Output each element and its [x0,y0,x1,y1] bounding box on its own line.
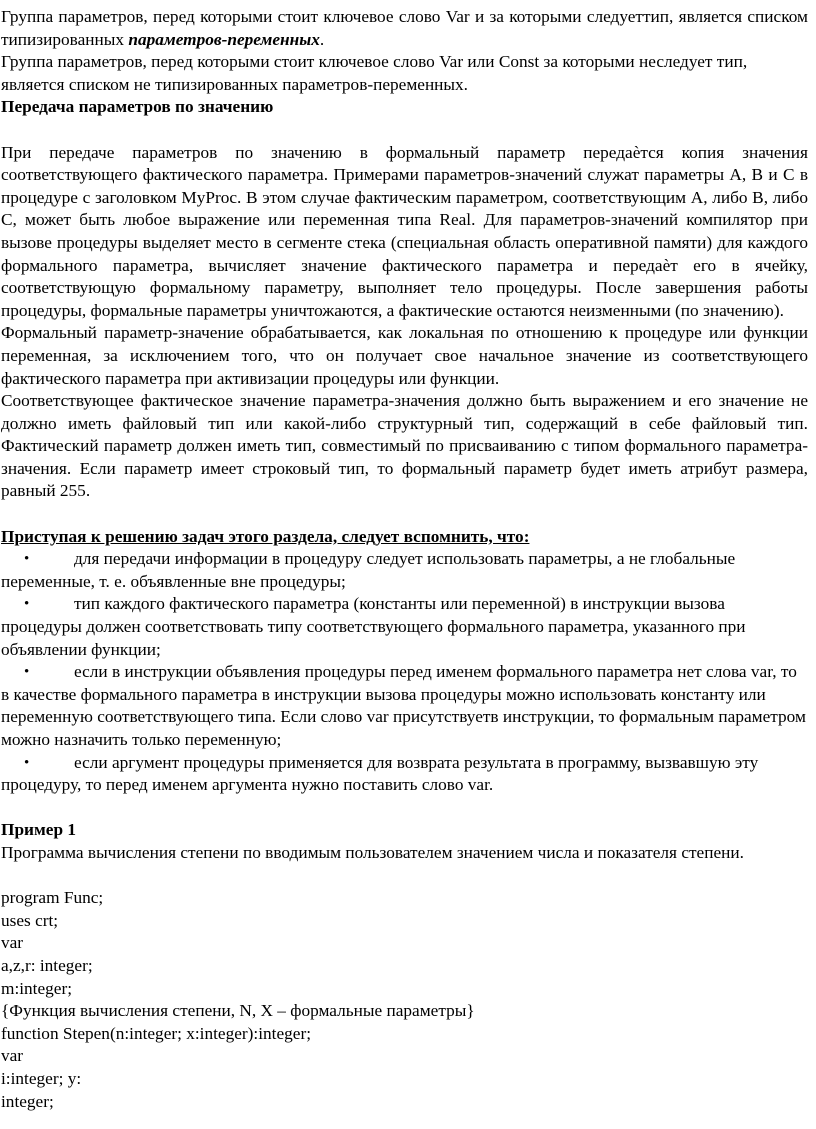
code-line: integer; [1,1091,54,1111]
reminder-list [1,548,808,797]
code-line: var [1,933,24,953]
code-line: m:integer; [1,978,73,998]
list-item: • если в инструкции объявления процедуры перед именем формального параметра нет слова var, то в качестве формального параметра в инструкции вызова процедуры можно использовать константу или переменную соответствующего типа. Если слово var присутствуетв инструкции, то формальным параметром можно назначить только переменную; [1,662,806,749]
blank-line [1,119,808,142]
list-item: • если аргумент процедуры применяется для возврата результата в программу, вызвавшую эту процедуру, то перед именем аргумента нужно поставить слово var. [1,752,759,795]
intro-paragraph-1: Группа параметров, перед которыми стоит ключевое слово Var и за которыми следуеттип, является списком типизированных параметров-переменных. [1,7,808,49]
bullet-icon: • [24,551,30,568]
code-line: uses crt; [1,910,59,930]
section-paragraph-3: Соответствующее фактическое значение параметра-значения должно быть выражением и его значение не должно иметь файловый тип или какой-либо структурный тип, содержащий в себе файловый тип. Фактический параметр должен иметь тип, совместимый по присваиванию с типом формального параметра-значения. Если параметр имеет строковый тип, то формальный параметр будет иметь атрибут размера, равный 255. [1,391,808,501]
blank-line [1,865,808,888]
bullet-icon: • [24,596,30,613]
reminder-heading: Приступая к решению задач этого раздела, следует вспомнить, что: [1,526,530,546]
list-item: • тип каждого фактического параметра (константы или переменной) в инструкции вызова процедуры должен соответствовать типу соответствующего формального параметра, указанного при объявлении функции; [1,594,746,659]
section-paragraph-2: Формальный параметр-значение обрабатывается, как локальная по отношению к процедуре или функции переменная, за исключением того, что он получает свое начальное значение из соответствующего фактического параметра при активизации процедуры или функции. [1,323,808,388]
blank-line [1,503,808,526]
code-line: program Func; [1,888,104,908]
list-item: • для передачи информации в процедуру следует использовать параметры, а не глобальные переменные, т. е. объявленные вне процедуры; [1,549,736,591]
code-line: {Функция вычисления степени, N, X – формальные параметры} [1,1001,475,1021]
blank-line [1,797,808,820]
example-heading: Пример 1 [1,820,77,840]
emphasis-term: параметров-переменных [128,29,320,49]
bullet-icon: • [24,664,30,681]
intro-paragraph-2: Группа параметров, перед которыми стоит ключевое слово Var или Const за которыми неследует тип, является списком не типизированных параметров-переменных. [1,52,748,94]
code-line: i:integer; y: [1,1068,82,1088]
code-line: var [1,1046,24,1066]
example-description: Программа вычисления степени по вводимым пользователем значением числа и показателя степени. [1,842,744,862]
bullet-icon: • [24,754,30,771]
section-heading: Передача параметров по значению [1,97,274,117]
code-line: a,z,r: integer; [1,955,93,975]
code-line: function Stepen(n:integer; x:integer):integer; [1,1023,311,1043]
code-listing [1,887,808,1113]
section-paragraph-1: При передаче параметров по значению в формальный параметр передаѐтся копия значения соответствующего фактического параметра. Примерами параметров-значений служат параметры A, B и C в процедуре с заголовком MyProc. В этом случае фактическим параметром, соответствующим А, либо В, либо С, может быть любое выражение или переменная типа Real. Для параметров-значений компилятор при вызове процедуры выделяет место в сегменте стека (специальная область оперативной памяти) для каждого формального параметра, вычисляет значение фактического параметра и передаѐт его в ячейку, соответствующую формальному параметру, выполняет тело процедуры. После завершения работы процедуры, формальные параметры уничтожаются, а фактические остаются неизменными (по значению). [1,142,808,320]
